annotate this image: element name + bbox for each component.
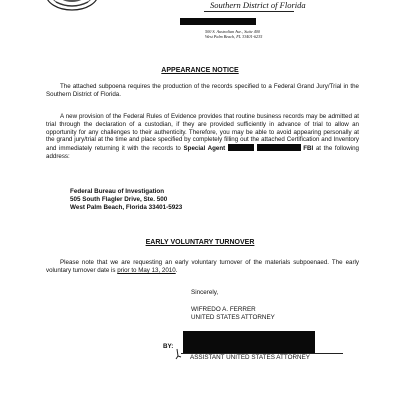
fbi-address-block bbox=[70, 188, 182, 213]
us-attorney-title: UNITED STATES ATTORNEY bbox=[191, 314, 275, 321]
appearance-notice-paragraph-1: The attached subpoena requires the production of the records specified to a Federal Grand Jury/Trial in the Southern District of Florida. bbox=[46, 83, 359, 98]
closing: Sincerely, bbox=[191, 289, 219, 296]
office-address-line1: 500 S. Australian Ave., Suite 400 bbox=[205, 29, 260, 34]
fbi-address-line2: 505 South Flagler Drive, Ste. 500 bbox=[70, 196, 168, 204]
header-divider bbox=[204, 11, 294, 12]
district-name: Southern District of Florida bbox=[210, 0, 306, 10]
by-label: BY: bbox=[163, 343, 174, 350]
assistant-us-attorney-title: ASSISTANT UNITED STATES ATTORNEY bbox=[190, 354, 311, 361]
fbi-address-line3: West Palm Beach, Florida 33401-5923 bbox=[70, 204, 183, 212]
redacted-signature bbox=[183, 331, 315, 353]
us-attorney-name: WIFREDO A. FERRER bbox=[191, 306, 256, 313]
special-agent-label: Special Agent bbox=[183, 145, 226, 153]
office-address-line2: West Palm Beach, FL 33401-6235 bbox=[205, 34, 263, 39]
department-seal-icon bbox=[44, 0, 100, 12]
pen-mark-icon bbox=[174, 348, 184, 360]
fbi-label: FBI bbox=[303, 145, 314, 153]
redacted-agent-name-1 bbox=[228, 144, 254, 151]
turnover-date: prior to May 13, 2010 bbox=[117, 266, 176, 274]
fbi-address-line1: Federal Bureau of Investigation bbox=[70, 188, 165, 195]
early-turnover-paragraph: Please note that we are requesting an early voluntary turnover of the materials subpoenaed. The early voluntary turnover date is prior to May 13, 2010. bbox=[46, 259, 359, 274]
appearance-notice-title: APPEARANCE NOTICE bbox=[161, 67, 239, 74]
appearance-notice-paragraph-2: A new provision of the Federal Rules of Evidence provides that routine business records may be admitted at trial through the declaration of a custodian, if they are provided sufficiently in advance of trial to allow an opportunity for any challenges to their authenticity. Therefore, you may be able to avoid appearing personally at the grand jury/trial at the time and place specified by completely filling out the attached Certification and Inventory and immediately returning it with the records to Special Agent FBI at the following address: bbox=[46, 113, 360, 160]
redacted-agent-name-2 bbox=[257, 144, 301, 151]
early-turnover-title: EARLY VOLUNTARY TURNOVER bbox=[145, 239, 255, 246]
redacted-header-block bbox=[180, 18, 256, 25]
